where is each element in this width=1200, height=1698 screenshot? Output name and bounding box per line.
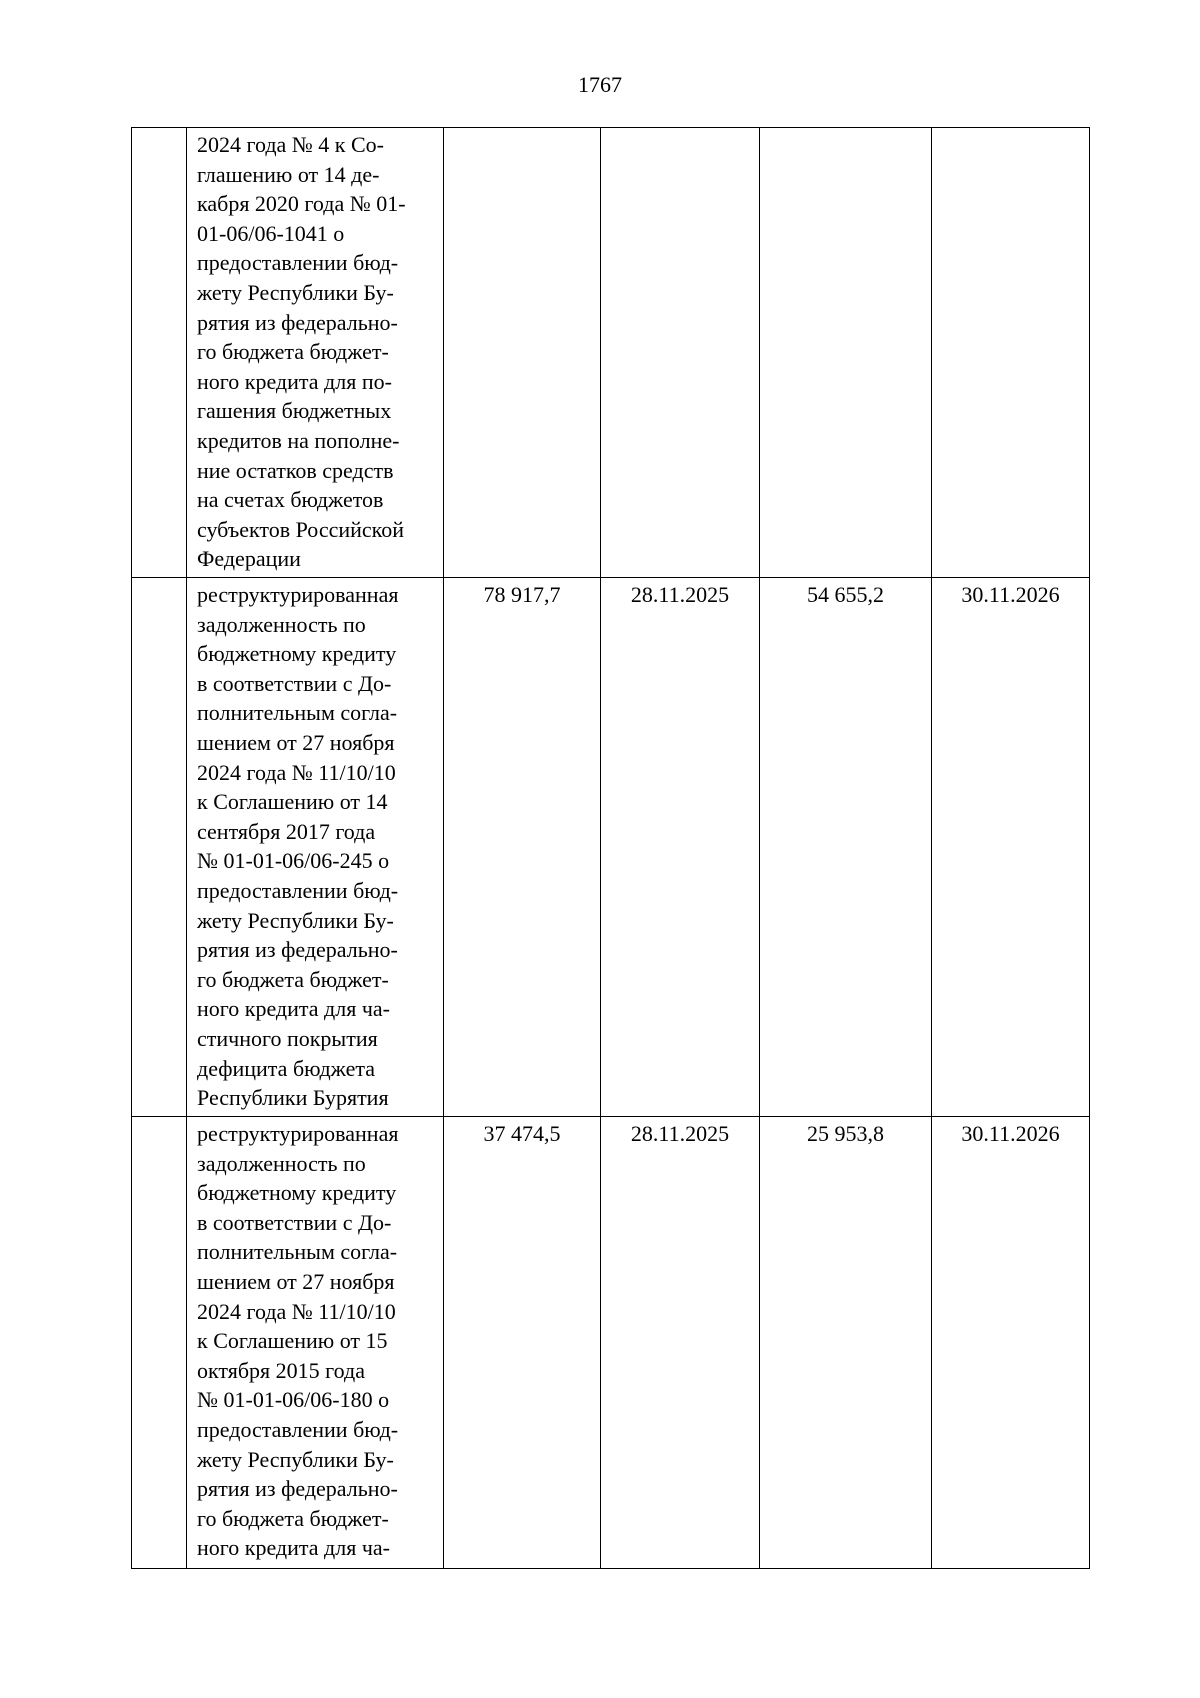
amount-1-cell: 37 474,5 bbox=[444, 1117, 601, 1569]
description-line: на счетах бюджетов bbox=[197, 487, 384, 513]
description-line: шением от 27 ноября bbox=[197, 729, 395, 755]
description-line: рятия из федерально- bbox=[197, 1476, 398, 1502]
description-line: бюджетному кредиту bbox=[197, 641, 397, 667]
index-cell bbox=[132, 128, 187, 578]
debt-table bbox=[131, 127, 1090, 1569]
description-line: к Соглашению от 15 bbox=[197, 1328, 388, 1354]
description-line: ного кредита для по- bbox=[197, 368, 392, 394]
date-2-cell bbox=[932, 128, 1090, 578]
description-line: стичного покрытия bbox=[197, 1025, 378, 1051]
page-number: 1767 bbox=[578, 72, 622, 97]
description-line: 01-06/06-1041 о bbox=[197, 220, 345, 246]
description-line: шением от 27 ноября bbox=[197, 1268, 395, 1294]
date-1-cell: 28.11.2025 bbox=[601, 578, 760, 1117]
table-row bbox=[132, 1117, 1090, 1569]
description-line: го бюджета бюджет- bbox=[197, 966, 389, 992]
date-1-cell bbox=[601, 128, 760, 578]
date-1-cell: 28.11.2025 bbox=[601, 1117, 760, 1569]
description-line: 2024 года № 4 к Со- bbox=[197, 132, 384, 157]
description-line: 2024 года № 11/10/10 bbox=[197, 759, 396, 785]
amount-2-cell bbox=[760, 128, 932, 578]
table-body bbox=[132, 128, 1090, 1569]
description-line: глашению от 14 де- bbox=[197, 161, 380, 187]
index-cell bbox=[132, 578, 187, 1117]
description-line: задолженность по bbox=[197, 1150, 366, 1176]
description-line: субъектов Российской bbox=[197, 516, 405, 542]
description-line: предоставлении бюд- bbox=[197, 1416, 399, 1442]
description-line: бюджетному кредиту bbox=[197, 1180, 397, 1206]
date-2-cell: 30.11.2026 bbox=[932, 578, 1090, 1117]
description-line: 2024 года № 11/10/10 bbox=[197, 1298, 396, 1324]
description-line: реструктурированная bbox=[197, 582, 399, 607]
description-line: к Соглашению от 14 bbox=[197, 789, 388, 815]
description-line: Федерации bbox=[197, 546, 301, 572]
description-line: дефицита бюджета bbox=[197, 1055, 375, 1081]
description-line: жету Республики Бу- bbox=[197, 279, 394, 305]
amount-2-cell: 25 953,8 bbox=[760, 1117, 932, 1569]
amount-1-cell bbox=[444, 128, 601, 578]
description-line: гашения бюджетных bbox=[197, 398, 392, 424]
description-line: № 01-01-06/06-245 о bbox=[197, 848, 390, 874]
description-line: предоставлении бюд- bbox=[197, 877, 399, 903]
description-line: полнительным согла- bbox=[197, 1239, 398, 1265]
description-line: рятия из федерально- bbox=[197, 937, 398, 963]
description-line: жету Республики Бу- bbox=[197, 1446, 394, 1472]
description-line: Республики Бурятия bbox=[197, 1085, 389, 1111]
description-line: в соответствии с До- bbox=[197, 670, 392, 696]
description-line: сентября 2017 года bbox=[197, 818, 376, 844]
description-line: полнительным согла- bbox=[197, 700, 398, 726]
description-line: октября 2015 года bbox=[197, 1357, 365, 1383]
description-line: го бюджета бюджет- bbox=[197, 1505, 389, 1531]
date-2-cell: 30.11.2026 bbox=[932, 1117, 1090, 1569]
description-cell bbox=[187, 128, 444, 578]
description-line: рятия из федерально- bbox=[197, 309, 398, 335]
description-line: реструктурированная bbox=[197, 1121, 399, 1146]
description-line: предоставлении бюд- bbox=[197, 250, 399, 276]
table-row bbox=[132, 578, 1090, 1117]
table-row bbox=[132, 128, 1090, 578]
description-line: кредитов на пополне- bbox=[197, 427, 400, 453]
description-cell bbox=[187, 1117, 444, 1569]
description-line: задолженность по bbox=[197, 611, 366, 637]
description-line: ного кредита для ча- bbox=[197, 1535, 390, 1561]
amount-2-cell: 54 655,2 bbox=[760, 578, 932, 1117]
description-line: в соответствии с До- bbox=[197, 1209, 392, 1235]
description-line: го бюджета бюджет- bbox=[197, 339, 389, 365]
description-cell bbox=[187, 578, 444, 1117]
description-line: кабря 2020 года № 01- bbox=[197, 191, 406, 217]
index-cell bbox=[132, 1117, 187, 1569]
description-line: ного кредита для ча- bbox=[197, 996, 390, 1022]
description-line: № 01-01-06/06-180 о bbox=[197, 1387, 390, 1413]
description-line: ние остатков средств bbox=[197, 457, 394, 483]
description-line: жету Республики Бу- bbox=[197, 907, 394, 933]
amount-1-cell: 78 917,7 bbox=[444, 578, 601, 1117]
